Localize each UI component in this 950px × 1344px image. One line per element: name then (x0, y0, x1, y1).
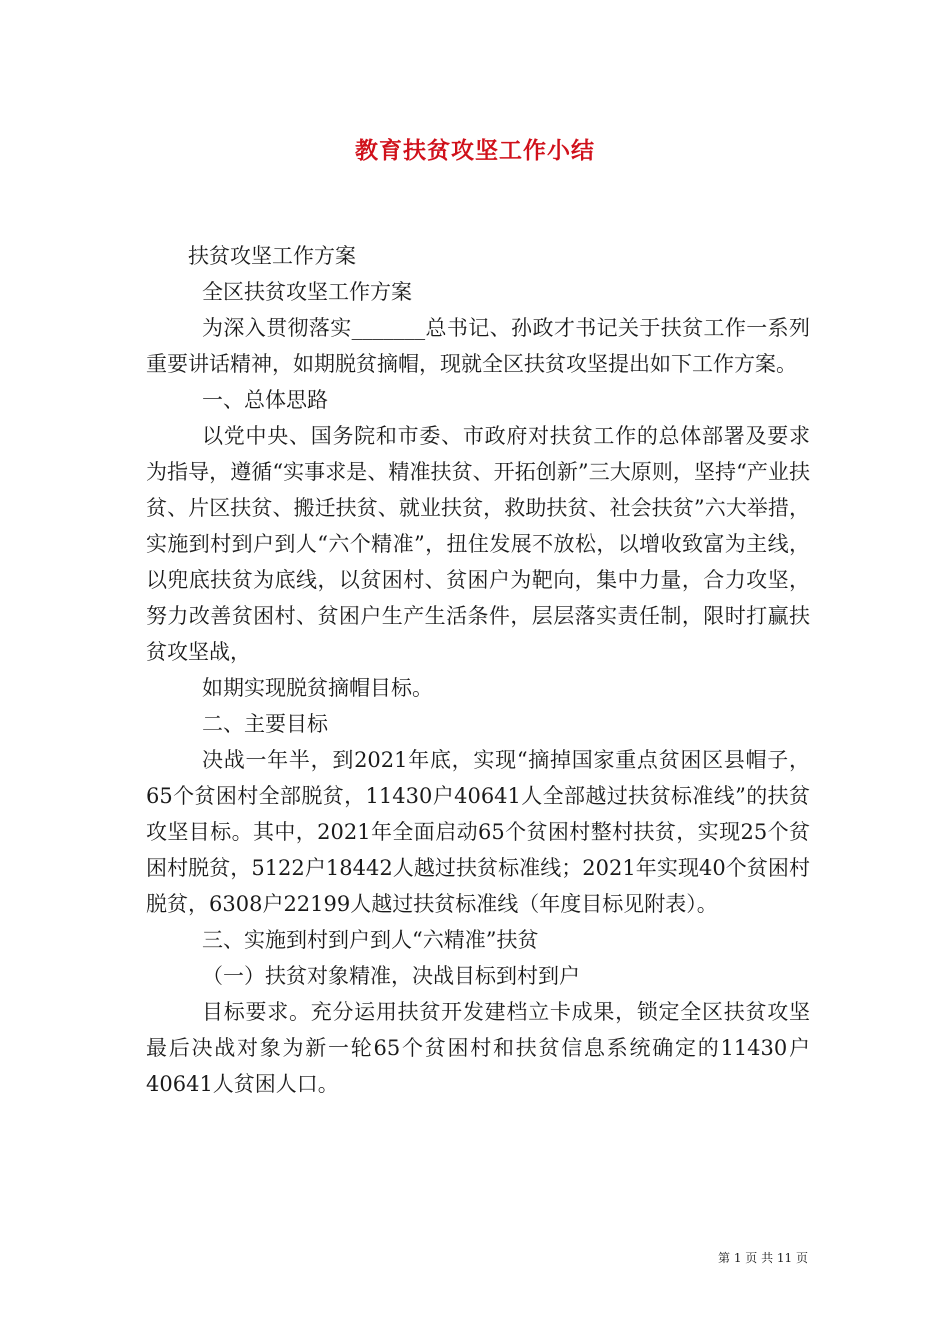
paragraph-heading-plan: 扶贫攻坚工作方案 (188, 244, 356, 268)
document-body (146, 238, 810, 1102)
paragraph-target-requirements: 目标要求。充分运用扶贫开发建档立卡成果，锁定全区扶贫攻坚最后决战对象为新一轮65个贫困村和扶贫信息系统确定的11430户40641人贫困人口。 (146, 1000, 810, 1096)
section-heading-1: 一、总体思路 (202, 388, 328, 412)
paragraph-subheading-plan: 全区扶贫攻坚工作方案 (202, 280, 412, 304)
document-title: 教育扶贫攻坚工作小结 (355, 137, 595, 164)
section-heading-3: 三、实施到村到户到人“六精准”扶贫 (202, 928, 539, 952)
paragraph-goal-line: 如期实现脱贫摘帽目标。 (202, 676, 433, 700)
section-heading-2: 二、主要目标 (202, 712, 328, 736)
paragraph-main-goals: 决战一年半，到2021年底，实现“摘掉国家重点贫困区县帽子，65个贫困村全部脱贫，11430户40641人全部越过扶贫标准线”的扶贫攻坚目标。其中，2021年全面启动65个贫困村整村扶贫，实现25个贫困村脱贫，5122户18442人越过扶贫标准线；2021年实现40个贫困村脱贫，6308户22199人越过扶贫标准线（年度目标见附表）。 (146, 748, 810, 916)
subsection-heading-1: （一）扶贫对象精准，决战目标到村到户 (202, 964, 580, 988)
paragraph-overall-idea: 以党中央、国务院和市委、市政府对扶贫工作的总体部署及要求为指导，遵循“实事求是、精准扶贫、开拓创新”三大原则，坚持“产业扶贫、片区扶贫、搬迁扶贫、就业扶贫，救助扶贫、社会扶贫”六大举措，实施到村到户到人“六个精准”，扭住发展不放松，以增收致富为主线，以兜底扶贫为底线，以贫困村、贫困户为靶向，集中力量，合力攻坚，努力改善贫困村、贫困户生产生活条件，层层落实责任制，限时打赢扶贫攻坚战， (146, 424, 810, 664)
paragraph-intro: 为深入贯彻落实_______总书记、孙政才书记关于扶贫工作一系列重要讲话精神，如期脱贫摘帽，现就全区扶贫攻坚提出如下工作方案。 (146, 316, 810, 376)
page-number: 第 1 页 共 11 页 (718, 1251, 808, 1265)
